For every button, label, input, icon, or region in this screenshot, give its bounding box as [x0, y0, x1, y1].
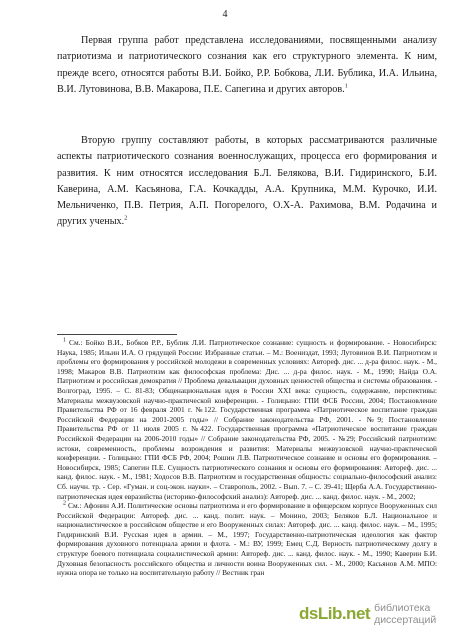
footnote-1-text: См.: Бойко В.И., Бобков Р.Р., Бублик Л.И. Патриотическое сознание: сущность и формирование. - Новосибирск: Наука, 1985; Ильин И.А. О грядущей России: Избранные статьи. – М.: Воениздат, 1993; Лутовинов В.И. Патриотизм и проблемы его формирования у российской молодежи в современных условиях: Автореф. дис. ... д-ра филос. наук. - М., 1998; Макаров В.В. Патриотизм как философская проблема: Дис. ... д-ра филос. наук. - М., 1990; Найда О.А. Патриотизм и российская демократия // Проблема девальвации духовных ценностей общества и системы образования. - Волгоград, 1995. – С. 81-83; Общенациональная идея в России XXI века: сущность, содержание, перспективы: Материалы межвузовской научно-практической конференции. - Голицыно: ГПИ ФСБ России, 2004; Постановление Правительства РФ от 16 февраля 2001 г. №122. Государственная программа «Патриотическое воспитание граждан Российской Федерации на 2001-2005 годы» // Собрание законодательства РФ, 2001. - №9; Постановление Правительства РФ от 11 июля 2005 г. №422. Государственная программа «Патриотическое воспитание граждан Российской Федерации на 2006-2010 годы» // Собрание законодательства РФ, 2005. - №29; Российский патриотизм: истоки, современность, проблемы возрождения и развития: Материалы межвузовской научно-практической конференции. - Голицыно: ГПИ ФСБ РФ, 2004; Рошин Л.В. Патриотическое сознание и основы его формирования. – Новосибирск, 1985; Сапегин П.Е. Сущность патриотического сознания и основы его формирования: Автореф. дис. ... канд. филос. наук. - М., 1981; Ходосов В.В. Патриотизм и государственная общность: социально-философский анализ: Сб. научн. тр. - Сер. «Гуман. и соц-экон. науки». – Ставрополь, 2002. - Вып. 7. – С. 39-41; Щерба А.А. Государственно-патриотическая идея евразийства (историко-философский анализ): Автореф. дис. ... канд. филос. наук. - М., 2002; — [57, 338, 437, 501]
footnote-ref-2[interactable]: 2 — [124, 216, 128, 223]
footnote-2-text: См.: Афонин А.И. Политические основы патриотизма и его формирование в офицерском корпусе Вооруженных сил Российской Федерации: Автореф. дис. ... канд. полит. наук. – Монино, 2003; Беляков Б.Л. Национальное и националистическое в российском обществе и его Вооруженных силах: Автореф. дис. ... канд. филос. наук. – М., 1995; Гидиринский В.И. Русская идея в армии. – М., 1997; Государственно-патриотическая идеология как фактор формирования духовного потенциала армии и флота. - М.: ВУ, 1999; Емец С.Д. Верность патриотическому долгу в структуре боевого потенциала социалистической армии: Автореф. дис. ... канд. филос. наук. - М., 1990; Каверин Б.И. Духовная безопасность российского общества и личности воина Вооруженных сил. - М., 2000; Касьянов А.М. МПО: нужна опора не только на воспитательную работу // Вестник гран — [57, 501, 437, 578]
footnotes — [57, 338, 437, 578]
footnote-separator — [57, 334, 177, 335]
footnote-2-mark: 2 — [63, 500, 66, 507]
footnote-ref-1[interactable]: 1 — [344, 83, 348, 90]
paragraph-1-text: Первая группа работ представлена исследованиями, посвященными анализу патриотизма и патриотического сознания как его структурного элемента. К ним, прежде всего, относятся работы В.И. Бойко, Р.Р. Бобкова, Л.И. Бублика, И.А. Ильина, В.И. Лутовинова, В.В. Макарова, П.Е. Сапегина и других авторов. — [57, 35, 437, 95]
body-paragraph-1 — [57, 33, 437, 98]
watermark-text: библиотека диссертаций — [374, 602, 437, 626]
watermark-logo: dsLib.net — [299, 604, 371, 623]
footnote-1 — [57, 338, 437, 501]
body-paragraph-2 — [57, 133, 437, 231]
footnote-2 — [57, 501, 437, 578]
paragraph-2-text: Вторую группу составляют работы, в которых рассматриваются различные аспекты патриотического сознания военнослужащих, процесса его формирования и развития. К ним относятся исследования Б.Л. Белякова, В.И. Гидиринского, Б.И. Каверина, А.М. Касьянова, Г.А. Кочкадды, А.А. Крупника, М.М. Курочко, И.И. Мельниченко, П.В. Петрия, А.П. Погорелого, О.Х-А. Рахимова, В.М. Родачина и других ученых. — [57, 135, 437, 228]
page-number: 4 — [222, 9, 228, 20]
footnote-1-mark: 1 — [63, 337, 66, 344]
watermark[interactable] — [299, 602, 450, 626]
